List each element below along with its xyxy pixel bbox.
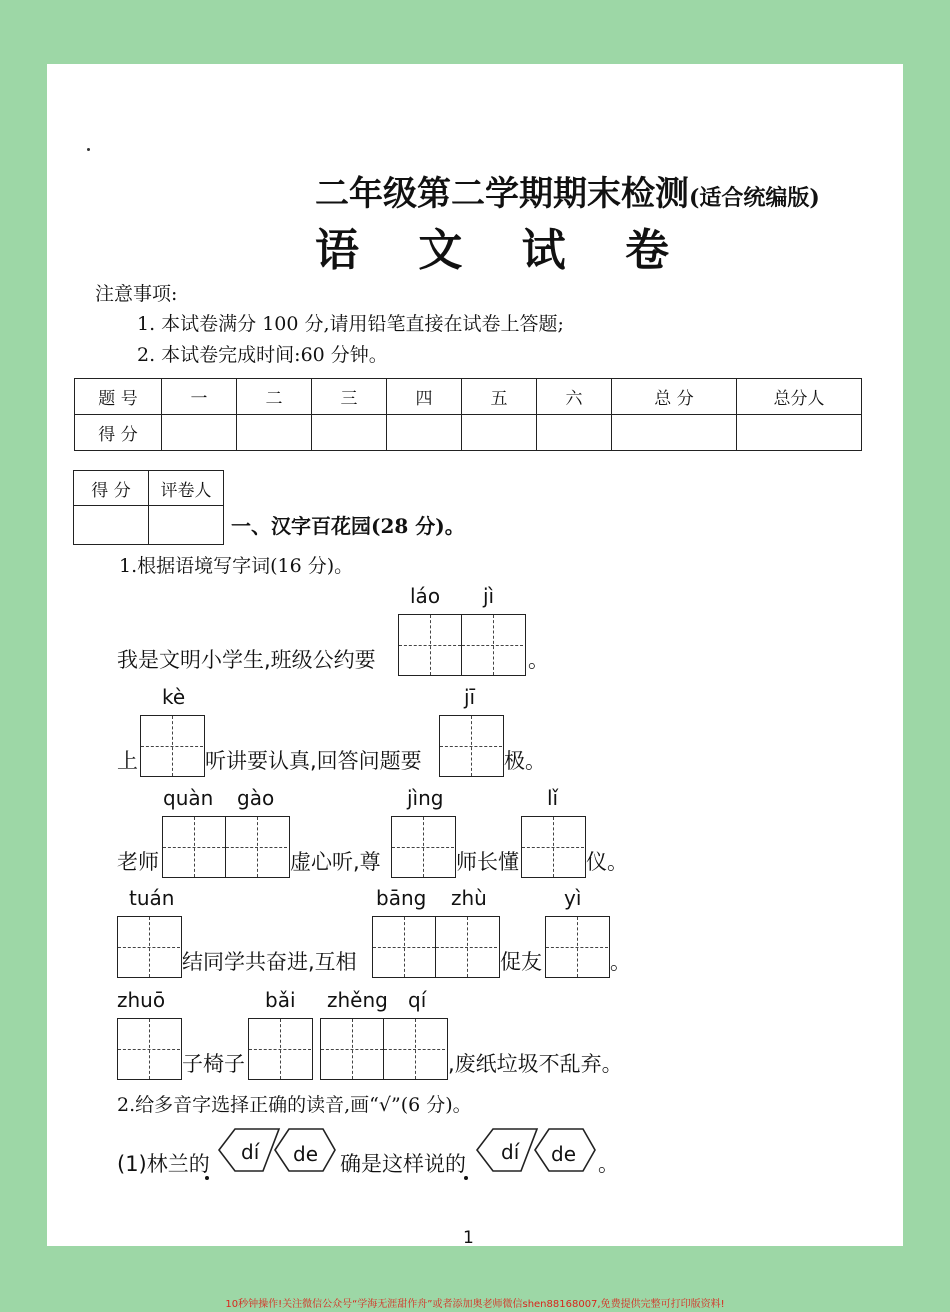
pinyin: jī: [464, 685, 476, 709]
sentence-text: 仪。: [586, 850, 628, 874]
sentence-text: ,废纸垃圾不乱弃。: [448, 1052, 623, 1076]
sentence-text: 。: [598, 1152, 619, 1176]
exam-page: [47, 64, 903, 1246]
score-cell[interactable]: [312, 415, 387, 451]
header-cell: 题 号: [75, 379, 162, 415]
score-cell[interactable]: [387, 415, 462, 451]
header-cell: 一: [162, 379, 237, 415]
sentence-text: 老师: [117, 850, 159, 874]
pinyin: lǐ: [547, 786, 559, 810]
sentence-text: 虚心听,尊: [290, 850, 381, 874]
score-cell[interactable]: [162, 415, 237, 451]
note-item-1: 1. 本试卷满分 100 分,请用铅笔直接在试卷上答题;: [137, 313, 564, 335]
pinyin: qí: [408, 988, 427, 1012]
edition-text: (适合统编版): [689, 185, 820, 211]
grader-table: [73, 470, 224, 545]
page-number: 1: [463, 1228, 474, 1248]
score-cell[interactable]: [537, 415, 612, 451]
scan-speck: [87, 148, 90, 151]
writing-box[interactable]: [391, 816, 456, 878]
sentence-text: 。: [528, 648, 549, 672]
emphasis-dot: [464, 1176, 468, 1180]
sentence-text: 我是文明小学生,班级公约要: [117, 648, 376, 672]
pinyin: jì: [483, 584, 495, 608]
header-cell: 四: [387, 379, 462, 415]
score-cell[interactable]: [237, 415, 312, 451]
sentence-text: (1)林兰的: [117, 1152, 210, 1176]
q1-title: 1.根据语境写字词(16 分)。: [119, 555, 354, 577]
notes-heading: 注意事项:: [95, 283, 178, 305]
score-table: [74, 378, 862, 451]
q2-title: 2.给多音字选择正确的读音,画“√”(6 分)。: [117, 1094, 472, 1116]
header-cell: 三: [312, 379, 387, 415]
writing-box[interactable]: [248, 1018, 313, 1080]
pinyin: tuán: [129, 886, 175, 910]
title-text: 二年级第二学期期末检测: [315, 174, 689, 214]
writing-box[interactable]: [545, 916, 610, 978]
pinyin: bǎi: [265, 988, 296, 1012]
sentence-text: 听讲要认真,回答问题要: [205, 749, 422, 773]
pinyin: bāng: [376, 886, 427, 910]
option-di[interactable]: dí: [501, 1140, 520, 1164]
pinyin: yì: [564, 886, 582, 910]
writing-box[interactable]: [372, 916, 500, 978]
section1-title: 一、汉字百花园(28 分)。: [231, 514, 465, 538]
exam-title: [315, 166, 820, 215]
writing-box[interactable]: [140, 715, 205, 777]
sentence-text: 确是这样说的: [340, 1152, 466, 1176]
score-table-header-row: [75, 379, 862, 415]
score-cell[interactable]: [737, 415, 862, 451]
score-table-score-row: [75, 415, 862, 451]
pinyin: láo: [410, 584, 441, 608]
sentence-text: 促友: [500, 950, 542, 974]
grader-name-label: 评卷人: [149, 471, 224, 506]
writing-box[interactable]: [398, 614, 526, 676]
sentence-text: 师长懂: [456, 850, 519, 874]
header-cell: 五: [462, 379, 537, 415]
pinyin: zhěng: [327, 988, 388, 1012]
pinyin: jìng: [407, 786, 444, 810]
option-de[interactable]: de: [551, 1142, 576, 1166]
writing-box[interactable]: [521, 816, 586, 878]
pinyin: zhuō: [117, 988, 166, 1012]
writing-box[interactable]: [117, 1018, 182, 1080]
pinyin: gào: [237, 786, 275, 810]
emphasis-dot: [205, 1176, 209, 1180]
pinyin: quàn: [163, 786, 214, 810]
sentence-text: 子椅子: [182, 1052, 245, 1076]
pinyin: kè: [162, 685, 186, 709]
sentence-text: 极。: [504, 749, 546, 773]
note-item-2: 2. 本试卷完成时间:60 分钟。: [137, 344, 388, 366]
writing-box[interactable]: [439, 715, 504, 777]
score-cell[interactable]: [612, 415, 737, 451]
footer-notice: 10秒钟操作!关注微信公众号“学海无涯甜作舟”或者添加奥老师微信shen88168007,免费提供完整可打印版资料!: [225, 1299, 725, 1310]
option-de[interactable]: de: [293, 1142, 318, 1166]
subject-title: 语 文 试 卷: [315, 225, 691, 276]
sentence-text: 结同学共奋进,互相: [182, 950, 357, 974]
sentence-text: 上: [117, 749, 138, 773]
writing-box[interactable]: [162, 816, 290, 878]
grader-score-label: 得 分: [74, 471, 149, 506]
grader-score-cell[interactable]: [74, 506, 149, 545]
header-cell: 总 分: [612, 379, 737, 415]
score-cell[interactable]: [462, 415, 537, 451]
header-cell: 六: [537, 379, 612, 415]
pinyin: zhù: [451, 886, 487, 910]
score-label: 得 分: [75, 415, 162, 451]
header-cell: 总分人: [737, 379, 862, 415]
writing-box[interactable]: [320, 1018, 448, 1080]
writing-box[interactable]: [117, 916, 182, 978]
grader-name-cell[interactable]: [149, 506, 224, 545]
sentence-text: 。: [610, 950, 631, 974]
option-di[interactable]: dí: [241, 1140, 260, 1164]
header-cell: 二: [237, 379, 312, 415]
